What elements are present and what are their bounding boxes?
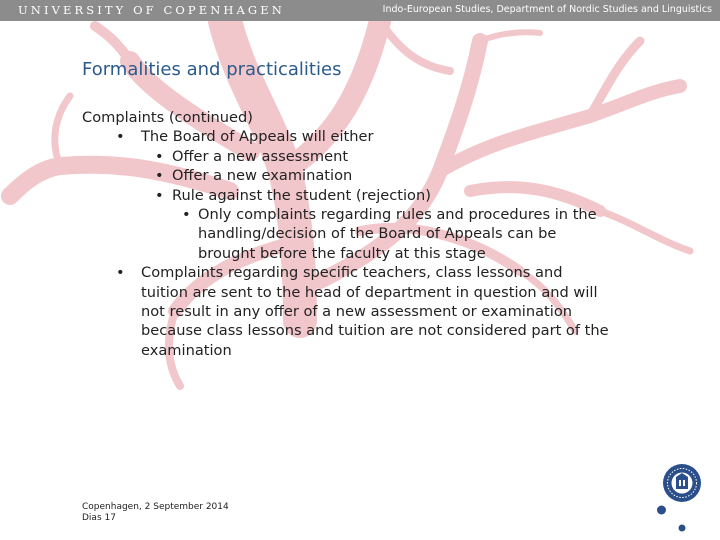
university-name: UNIVERSITY OF COPENHAGEN xyxy=(18,3,285,17)
bullet-text: Only complaints regarding rules and procedures in the handling/decision of the Board of Appeals can be brought before the faculty at this stage xyxy=(198,206,597,262)
sub-sub-bullet-list xyxy=(172,205,612,263)
list-item xyxy=(172,205,612,263)
header-bar xyxy=(0,0,720,21)
university-seal-icon xyxy=(657,462,707,534)
bullet-text: The Board of Appeals will either xyxy=(141,128,374,146)
list-item xyxy=(82,127,612,263)
slide-body xyxy=(82,108,612,360)
bullet-text: Offer a new assessment xyxy=(172,147,349,165)
list-item xyxy=(141,166,612,185)
department-name: Indo-European Studies, Department of Nordic Studies and Linguistics xyxy=(382,4,712,15)
intro-text: Complaints (continued) xyxy=(82,109,253,126)
slide-title: Formalities and practicalities xyxy=(82,59,342,80)
sub-bullet-list xyxy=(82,147,612,263)
bullet-text: Rule against the student (rejection) xyxy=(172,186,431,204)
footer xyxy=(82,502,229,524)
list-item xyxy=(141,186,612,264)
list-item xyxy=(82,263,612,360)
bullet-text: Offer a new examination xyxy=(172,167,353,185)
list-item xyxy=(141,147,612,166)
footer-place-date: Copenhagen, 2 September 2014 xyxy=(82,502,229,512)
bullet-list xyxy=(82,127,612,360)
footer-slide-number: Dias 17 xyxy=(82,513,116,523)
bullet-text: Complaints regarding specific teachers, class lessons and tuition are sent to the head of department in question and will not result in any offer of a new assessment or examination because class lessons and tuition are not considered part of the examination xyxy=(141,264,609,359)
